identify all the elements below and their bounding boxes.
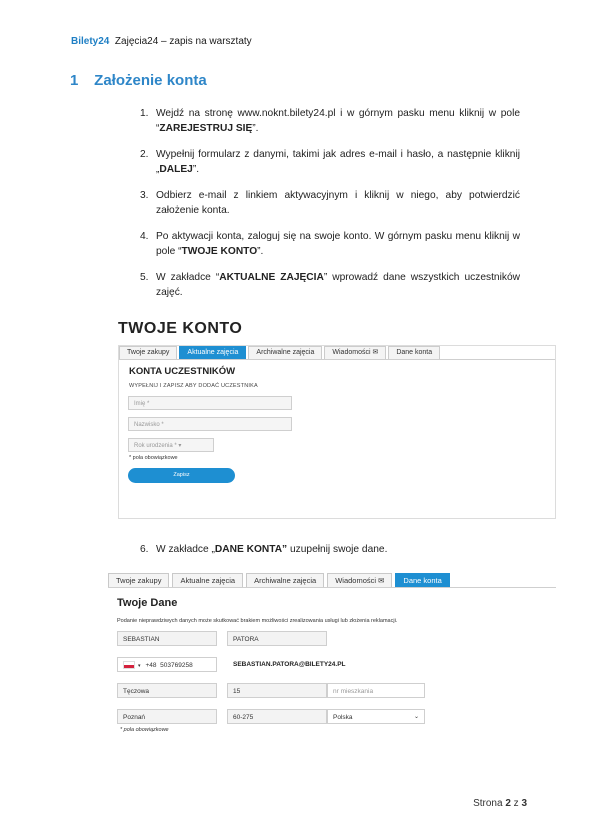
tab-current-classes[interactable]: Aktualne zajęcia bbox=[172, 573, 243, 587]
steps-list-2 bbox=[140, 542, 520, 568]
steps-list bbox=[140, 106, 520, 311]
tab-divider bbox=[108, 587, 556, 588]
account-data-screenshot bbox=[108, 573, 556, 736]
participants-subheading: WYPEŁNIJ I ZAPISZ ABY DODAĆ UCZESTNIKA bbox=[129, 383, 258, 389]
tab-divider bbox=[119, 359, 555, 360]
first-name-field[interactable]: SEBASTIAN bbox=[117, 631, 217, 646]
page-footer: Strona 2 z 3 bbox=[473, 798, 527, 809]
tab-messages[interactable]: Wiadomości ✉ bbox=[324, 346, 386, 359]
city-field[interactable]: Poznań bbox=[117, 709, 217, 724]
first-name-field[interactable]: Imię * bbox=[128, 396, 292, 410]
phone-field[interactable]: ▾ +48 503769258 bbox=[117, 657, 217, 672]
required-note: * pola obowiązkowe bbox=[120, 727, 169, 733]
your-data-heading: Twoje Dane bbox=[117, 597, 178, 609]
tab-account-data[interactable]: Dane konta bbox=[395, 573, 449, 587]
zip-code-field[interactable]: 60-275 bbox=[227, 709, 327, 724]
tab-purchases[interactable]: Twoje zakupy bbox=[108, 573, 169, 587]
tab-current-classes[interactable]: Aktualne zajęcia bbox=[179, 346, 246, 359]
section-number: 1 bbox=[70, 72, 79, 89]
birth-year-select[interactable]: Rok urodzenia * ▾ bbox=[128, 438, 214, 452]
save-button[interactable]: Zapisz bbox=[128, 468, 235, 483]
list-item: 2. Wypełnij formularz z danymi, takimi jak adres e-mail i hasło, a następnie kliknij „DALEJ”. bbox=[140, 149, 520, 175]
house-number-field[interactable]: 15 bbox=[227, 683, 327, 698]
last-name-field[interactable]: PATORA bbox=[227, 631, 327, 646]
list-item: 1. Wejdź na stronę www.noknt.bilety24.pl i w górnym pasku menu kliknij w pole “ZAREJESTRUJ SIĘ”. bbox=[140, 108, 520, 134]
participants-heading: KONTA UCZESTNIKÓW bbox=[129, 366, 236, 377]
required-note: * pola obowiązkowe bbox=[129, 455, 178, 461]
street-field[interactable]: Tęczowa bbox=[117, 683, 217, 698]
brand-name: Bilety24 bbox=[71, 36, 110, 47]
tab-archive-classes[interactable]: Archiwalne zajęcia bbox=[246, 573, 324, 587]
section-heading bbox=[70, 72, 207, 89]
list-item: 3. Odbierz e-mail z linkiem aktywacyjnym i kliknij w niego, aby potwierdzić założenie konta. bbox=[140, 190, 520, 216]
chevron-down-icon: ▾ bbox=[178, 443, 182, 449]
section-title: Założenie konta bbox=[94, 72, 207, 89]
tab-bar bbox=[119, 346, 442, 359]
email-value: SEBASTIAN.PATORA@BILETY24.PL bbox=[233, 661, 346, 668]
chevron-down-icon: ▾ bbox=[138, 663, 141, 669]
shot1-title: TWOJE KONTO bbox=[118, 320, 243, 337]
tab-purchases[interactable]: Twoje zakupy bbox=[119, 346, 177, 359]
account-participants-screenshot bbox=[118, 345, 556, 519]
page-header bbox=[71, 36, 252, 47]
chevron-down-icon: ⌄ bbox=[413, 714, 419, 720]
country-select[interactable]: Polska ⌄ bbox=[327, 709, 425, 724]
header-title: Zajęcia24 – zapis na warsztaty bbox=[114, 36, 252, 47]
tab-account-data[interactable]: Dane konta bbox=[388, 346, 440, 359]
flat-number-field[interactable]: nr mieszkania bbox=[327, 683, 425, 698]
tab-archive-classes[interactable]: Archiwalne zajęcia bbox=[248, 346, 322, 359]
tab-messages[interactable]: Wiadomości ✉ bbox=[327, 573, 392, 587]
list-item: 4. Po aktywacji konta, zaloguj się na swoje konto. W górnym pasku menu kliknij w pole “TWOJE KONTO”. bbox=[140, 231, 520, 257]
list-item: 6. W zakładce „DANE KONTA” uzupełnij swoje dane. bbox=[140, 544, 388, 555]
last-name-field[interactable]: Nazwisko * bbox=[128, 417, 292, 431]
data-warning-note: Podanie nieprawdziwych danych może skutkować brakiem możliwości zrealizowania usługi lub złożenia reklamacji. bbox=[117, 618, 398, 624]
tab-bar bbox=[108, 573, 453, 587]
list-item: 5. W zakładce “AKTUALNE ZAJĘCIA” wprowadź dane wszystkich uczestników zajęć. bbox=[140, 272, 520, 298]
poland-flag-icon bbox=[123, 661, 135, 669]
